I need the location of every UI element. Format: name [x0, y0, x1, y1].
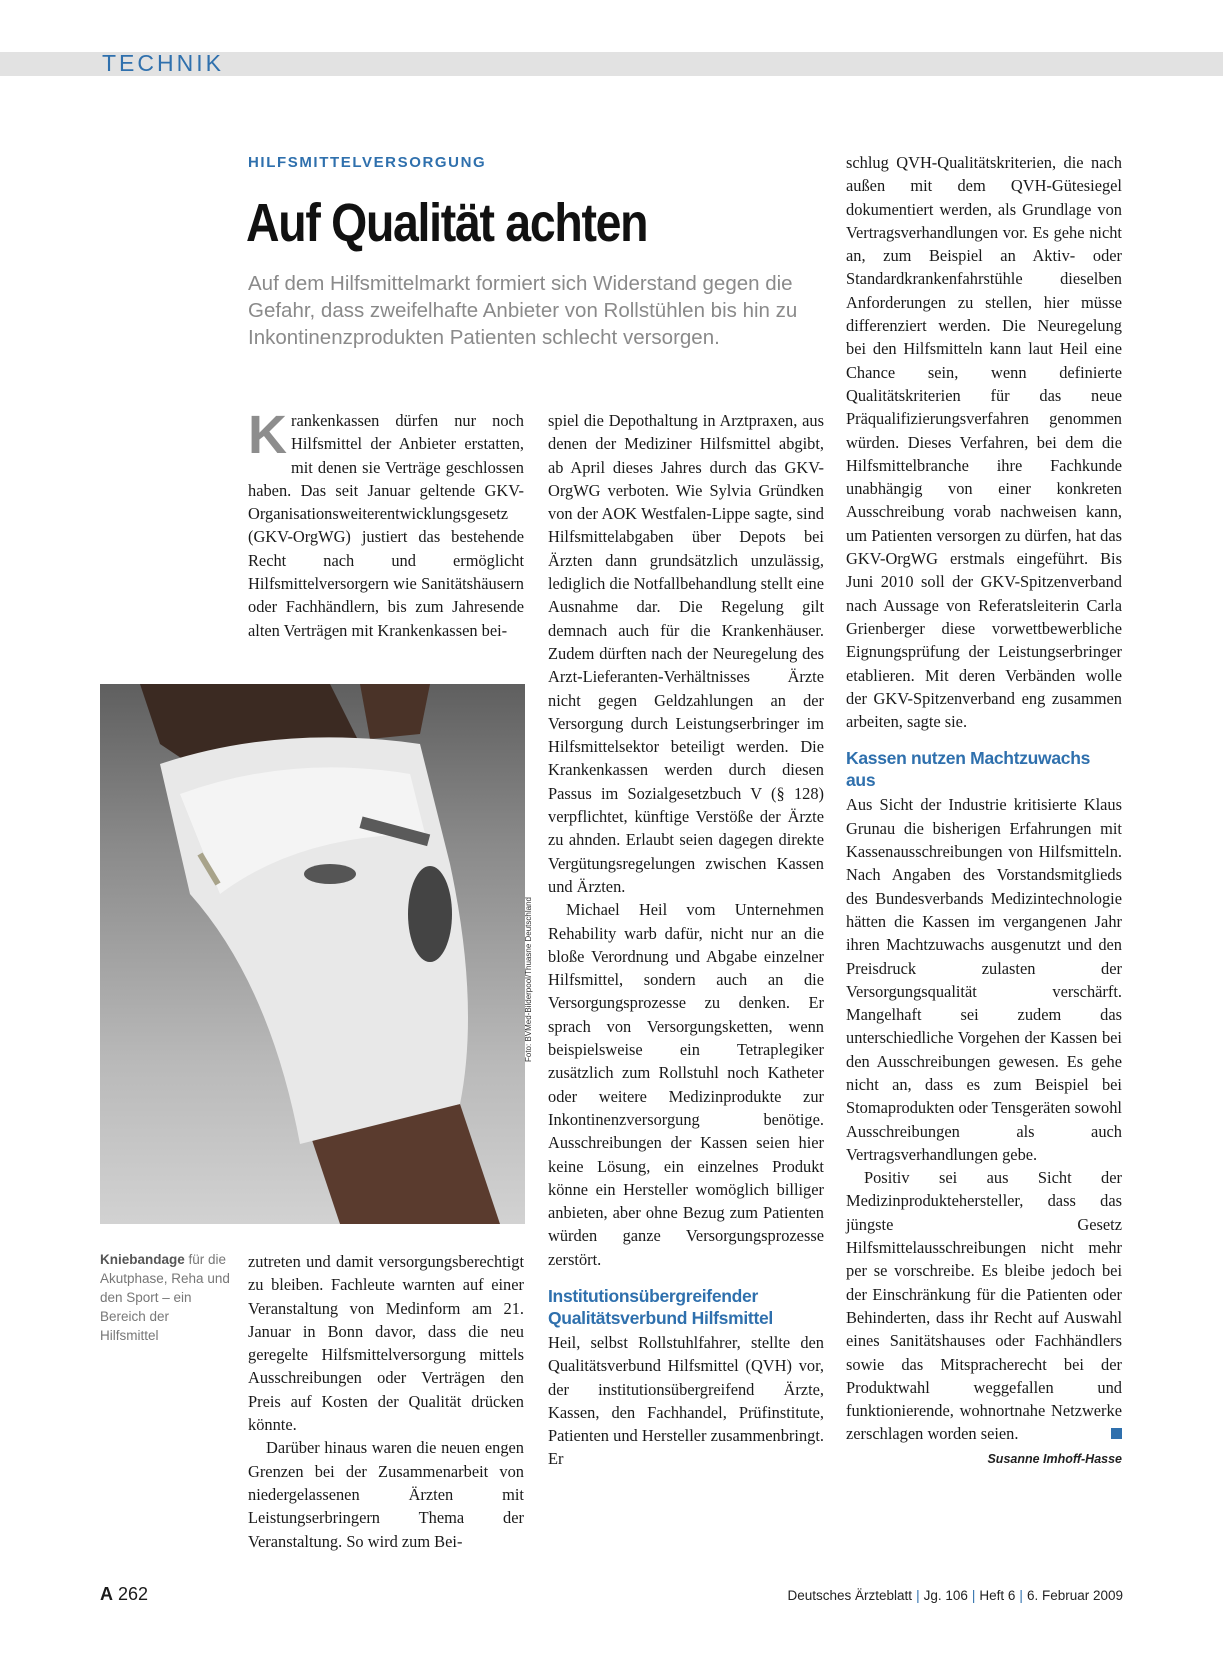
page-prefix: A — [100, 1584, 113, 1604]
photo-caption — [100, 1250, 230, 1345]
knee-brace-illustration — [100, 684, 525, 1224]
col1-paragraph-1-end: zutreten und damit versorgungsberechtigt zu bleiben. Fachleute warnten auf einer Veranstaltung von Medinform am 21. Januar in Bonn davor, dass die neu geregelte Hilfsmittelversorgung mittels Ausschreibungen oder Verträgen den Preis auf Kosten der Qualität drücken könnte. — [248, 1252, 524, 1435]
column-2 — [548, 409, 824, 1471]
caption-text: für die Akutphase, Reha und den Sport – ein Bereich der Hilfsmittel — [100, 1252, 230, 1343]
column-1 — [248, 405, 524, 642]
col1-paragraph-1-start: rankenkassen dürfen nur noch Hilfsmittel der Anbieter erstatten, mit denen sie Verträge geschlossen haben. Das seit Januar geltende GKV-Organisationsweiterentwicklungsgesetz (GKV-OrgWG) justiert das bestehende Recht nach und ermöglicht Hilfsmittelversorgern wie Sanitätshäusern oder Fachhändlern, bis zum Jahresende alten Verträgen mit Krankenkassen bei- — [248, 411, 524, 640]
col3-subheading: Kassen nutzen Machtzuwachs aus — [846, 748, 1091, 791]
journal-issue: Heft 6 — [979, 1588, 1016, 1603]
photo-credit: Foto: BVMed-Bilderpool/Thuasne Deutschland — [524, 897, 533, 1062]
knee-brace-photo — [100, 684, 525, 1224]
drop-cap: K — [248, 405, 287, 465]
col1-paragraph-2: Darüber hinaus waren die neuen engen Grenzen bei der Zusammenarbeit von niedergelassenen Ärzten mit Leistungserbringern Thema der Veranstaltung. So wird zum Bei- — [248, 1438, 524, 1551]
journal-footer: Deutsches Ärzteblatt | Jg. 106 | Heft 6 | 6. Februar 2009 — [787, 1588, 1123, 1603]
page-number — [100, 1584, 148, 1605]
caption-bold: Kniebandage — [100, 1252, 185, 1267]
article-lead: Auf dem Hilfsmittelmarkt formiert sich Widerstand gegen die Gefahr, dass zweifelhafte Anbieter von Rollstühlen bis hin zu Inkontinenzprodukten Patienten schlecht versorgen. — [248, 272, 798, 349]
col3-paragraph-3 — [846, 1166, 1122, 1446]
article-author: Susanne Imhoff-Hasse — [987, 1451, 1122, 1466]
col3-paragraph-3-text: Positiv sei aus Sicht der Medizinproduktehersteller, dass das jüngste Gesetz Hilfsmittelausschreibungen nicht mehr per se vorschreibe. Es bleibe jedoch bei der Einschränkung für die Patienten oder Behinderten, dass ihr Recht auf Auswahl eines Sanitätshauses oder Fachhändlers sowie das Mitspracherecht bei der Produktwahl weggefallen und funktionierende, wohnortnahe Netzwerke zerschlagen worden seien. — [846, 1168, 1122, 1444]
col3-paragraph-1: schlug QVH-Qualitätskriterien, die nach außen mit dem QVH-Gütesiegel dokumentiert werden, als Grundlage von Vertragsverhandlungen vor. Es gehe nicht an, zum Beispiel an Aktiv- oder Standardkrankenfahrstühle dieselben Anforderungen zu stellen, hier müsse differenziert werden. Die Neuregelung bei den Hilfsmitteln kann laut Heil eine Chance sein, wenn definierte Qualitätskriterien für das neue Präqualifizierungsverfahren genommen würden. Dieses Verfahren, bei dem die Hilfsmittelbranche ihre Fachkunde unabhängig von einer konkreten Ausschreibung vorab nachweisen kann, um Patienten versorgen zu dürfen, hat das GKV-OrgWG erstmals eingeführt. Bis Juni 2010 soll der GKV-Spitzenverband nach Aussage von Referatsleiterin Carla Grienberger diese vorwettbewerbliche Eignungsprüfung der Leistungserbringer etablieren. Mit deren Verbänden wolle der GKV-Spitzenverband eng zusammen arbeiten, sagte sie. — [846, 153, 1122, 732]
journal-volume: Jg. 106 — [923, 1588, 968, 1603]
journal-name: Deutsches Ärzteblatt — [787, 1588, 913, 1603]
col2-subheading: Institutionsübergreifender Qualitätsverbund Hilfsmittel — [548, 1285, 773, 1328]
article-kicker: HILFSMITTELVERSORGUNG — [248, 154, 487, 171]
col2-paragraph-1: spiel die Depothaltung in Arztpraxen, aus denen der Mediziner Hilfsmittel abgibt, ab April dieses Jahres durch das GKV-OrgWG verboten. Wie Sylvia Gründken von der AOK Westfalen-Lippe sagte, sind Hilfsmittelabgaben über Depots bei Ärzten dann grundsätzlich unzulässig, lediglich die Notfallbehandlung stellt eine Ausnahme dar. Die Regelung gilt demnach auch für die Krankenhäuser. Zudem dürften nach der Neuregelung des Arzt-Lieferanten-Verhältnisses Ärzte nicht gegen Geldzahlungen an der Versorgung durch Leistungserbringer im Hilfsmittelsektor beteiligt werden. Die Krankenkassen werden durch diesen Passus im Sozialgesetzbuch V (§ 128) verpflichtet, künftige Verstöße der Ärzte zu ahnden. Erlaubt seien dagegen direkte Vergütungsregelungen zwischen Kassen und Ärzten. — [548, 411, 824, 896]
article-headline: Auf Qualität achten — [246, 193, 648, 253]
col3-paragraph-2: Aus Sicht der Industrie kritisierte Klaus Grunau die bisherigen Erfahrungen mit Kassenausschreibungen von Hilfsmitteln. Nach Angaben des Vorstandsmitglieds des Bundesverbands Medizintechnologie hätten die Kassen im vergangenen Jahr ihren Machtzuwachs ausgenutzt und den Preisdruck zulasten der Versorgungsqualität verschärft. Mangelhaft sei zudem das unterschiedliche Vorgehen der Kassen bei den Ausschreibungen gewesen. Es gehe nicht an, dass es zum Beispiel bei Stomaprodukten oder Tensgeräten sowohl Ausschreibungen als auch Vertragsverhandlungen gebe. — [846, 795, 1122, 1164]
column-1-continued — [248, 1250, 524, 1553]
section-label: TECHNIK — [102, 50, 224, 76]
col2-paragraph-3: Heil, selbst Rollstuhlfahrer, stellte den Qualitätsverbund Hilfsmittel (QVH) vor, der institutionsübergreifend Ärzte, Kassen, den Fachhandel, Prüfinstitute, Patienten und Hersteller zusammenbringt. Er — [548, 1332, 824, 1469]
column-3 — [846, 151, 1122, 1471]
journal-date: 6. Februar 2009 — [1026, 1588, 1123, 1603]
col2-paragraph-2: Michael Heil vom Unternehmen Rehability warb dafür, nicht nur an die bloße Verordnung und Abgabe einzelner Hilfsmittel, sondern auch an die Versorgungsprozesse zu denken. Er sprach von Versorgungsketten, wenn beispielsweise ein Tetraplegiker zusätzlich zum Rollstuhl noch Katheter oder weitere Medizinprodukte zur Inkontinenzversorgung benötige. Ausschreibungen der Kassen seien hier keine Lösung, ein einzelnes Produkt könne ein Hersteller womöglich billiger anbieten, aber ohne Bezug zum Patienten würden ganze Versorgungsprozesse zerstört. — [548, 900, 824, 1269]
end-mark-icon — [1111, 1428, 1122, 1439]
page-number-value: 262 — [118, 1584, 149, 1604]
